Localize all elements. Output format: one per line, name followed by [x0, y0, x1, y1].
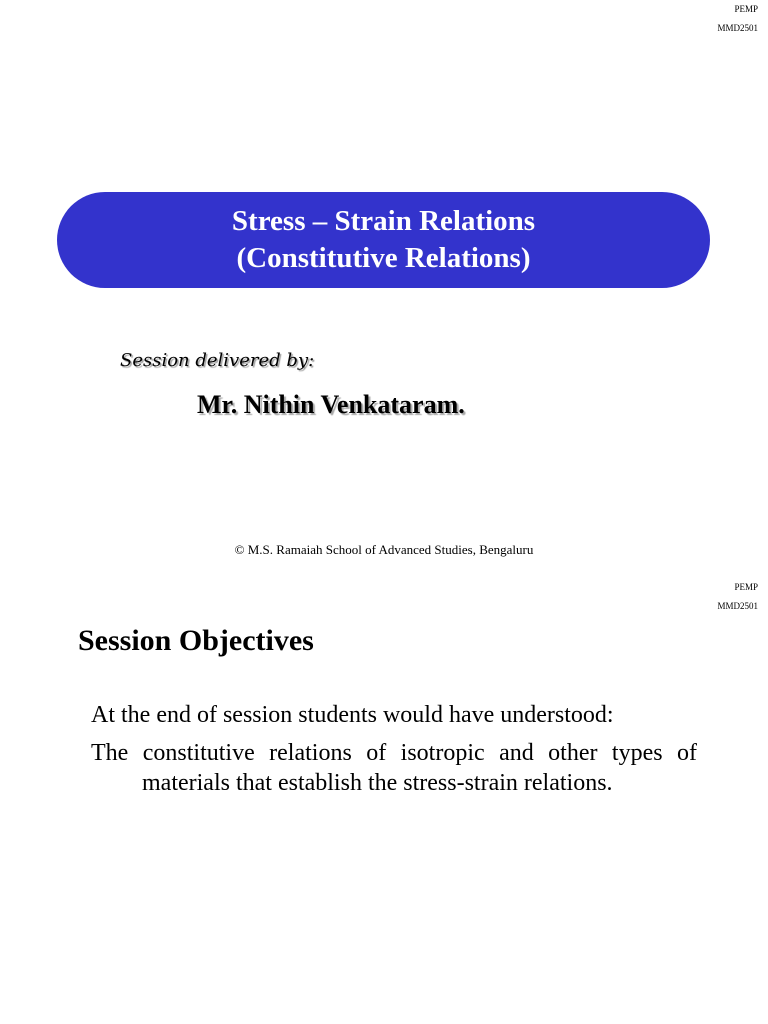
presenter-name: Mr. Nithin Venkataram.: [197, 390, 465, 419]
objectives-slide: [0, 578, 768, 1024]
delivered-by-label: Session delivered by:: [120, 350, 315, 371]
module-code: MMD2501: [717, 601, 758, 611]
slide-title-line-2: (Constitutive Relations): [236, 242, 531, 274]
course-tag: [717, 578, 758, 616]
course-tag: [717, 0, 758, 38]
objective-item: [91, 738, 697, 798]
module-code: MMD2501: [717, 23, 758, 33]
copyright-footer: © M.S. Ramaiah School of Advanced Studies, Bengaluru: [234, 542, 534, 557]
objectives-intro: At the end of session students would have understood:: [91, 702, 614, 728]
objective-line-1: The constitutive relations of isotropic and other types of: [91, 740, 697, 766]
program-code: PEMP: [734, 4, 758, 14]
section-heading: Session Objectives: [78, 624, 314, 657]
slide-title-line-1: Stress – Strain Relations: [231, 205, 536, 237]
program-code: PEMP: [734, 582, 758, 592]
slide-title-banner: [57, 192, 710, 288]
objective-line-2: materials that establish the stress-strain relations.: [142, 770, 613, 796]
